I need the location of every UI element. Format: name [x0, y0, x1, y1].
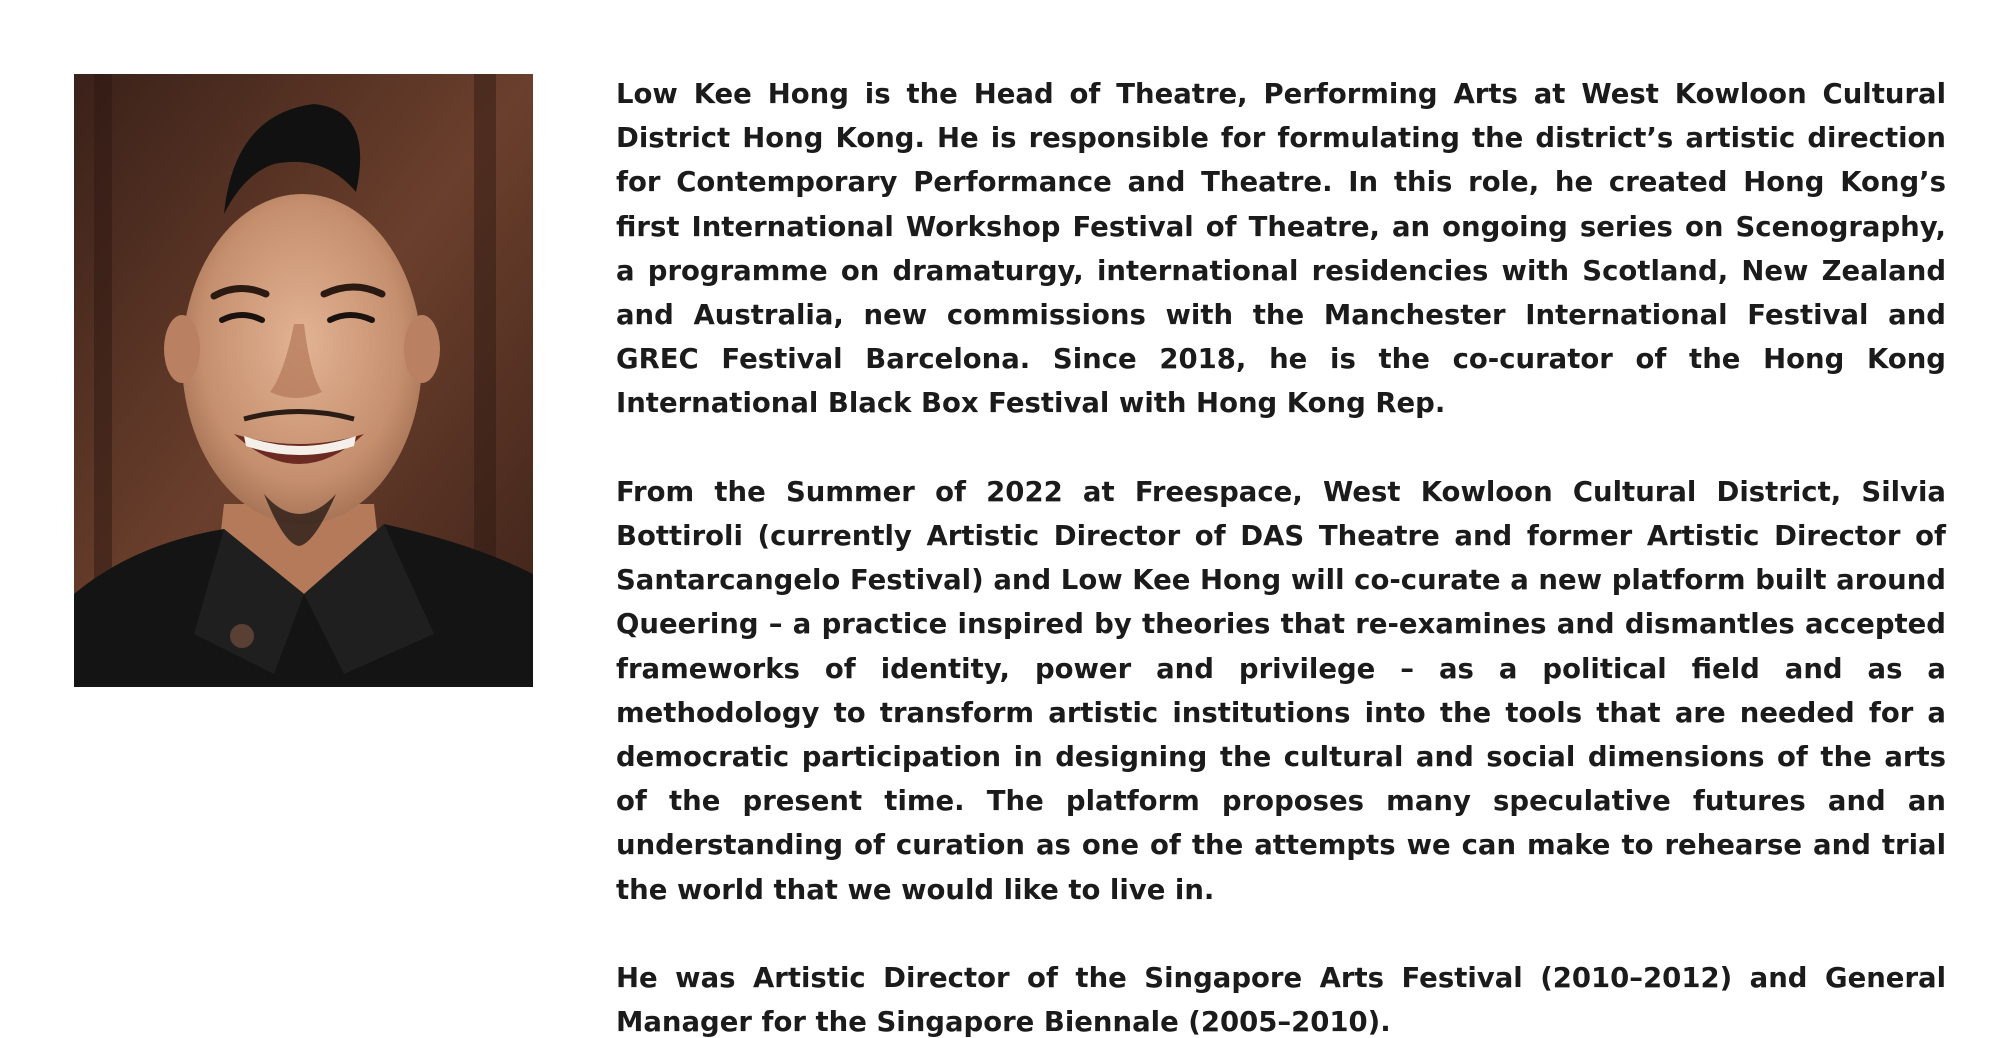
- bio-paragraph-1: Low Kee Hong is the Head of Theatre, Performing Arts at West Kowloon Cultural District Hong Kong. He is responsible for formulating the district’s artistic direction for Contemporary Performance and Theatre. In this role, he created Hong Kong’s first International Workshop Festival of Theatre, an ongoing series on Scenography, a programme on dramaturgy, international residencies with Scotland, New Zealand and Australia, new commissions with the Manchester International Festival and GREC Festival Barcelona. Since 2018, he is the co-curator of the Hong Kong International Black Box Festival with Hong Kong Rep.: [616, 78, 1946, 420]
- person-portrait-icon: [74, 74, 533, 687]
- bio-text: [616, 72, 1946, 1038]
- bio-paragraph-2: From the Summer of 2022 at Freespace, West Kowloon Cultural District, Silvia Bottiroli (currently Artistic Director of DAS Theatre and former Artistic Director of Santarcangelo Festival) and Low Kee Hong will co-curate a new platform built around Queering – a practice inspired by theories that re-examines and dismantles accepted frameworks of identity, power and privilege – as a political field and as a methodology to transform artistic institutions into the tools that are needed for a democratic participation in designing the cultural and social dimensions of the arts of the present time. The platform proposes many speculative futures and an understanding of curation as one of the attempts we can make to rehearse and trial the world that we would like to live in.: [616, 475, 1946, 906]
- bio-paragraph-3: He was Artistic Director of the Singapore Arts Festival (2010–2012) and General Manager for the Singapore Biennale (2005–2010).: [616, 962, 1946, 1038]
- portrait-photo: [74, 74, 533, 687]
